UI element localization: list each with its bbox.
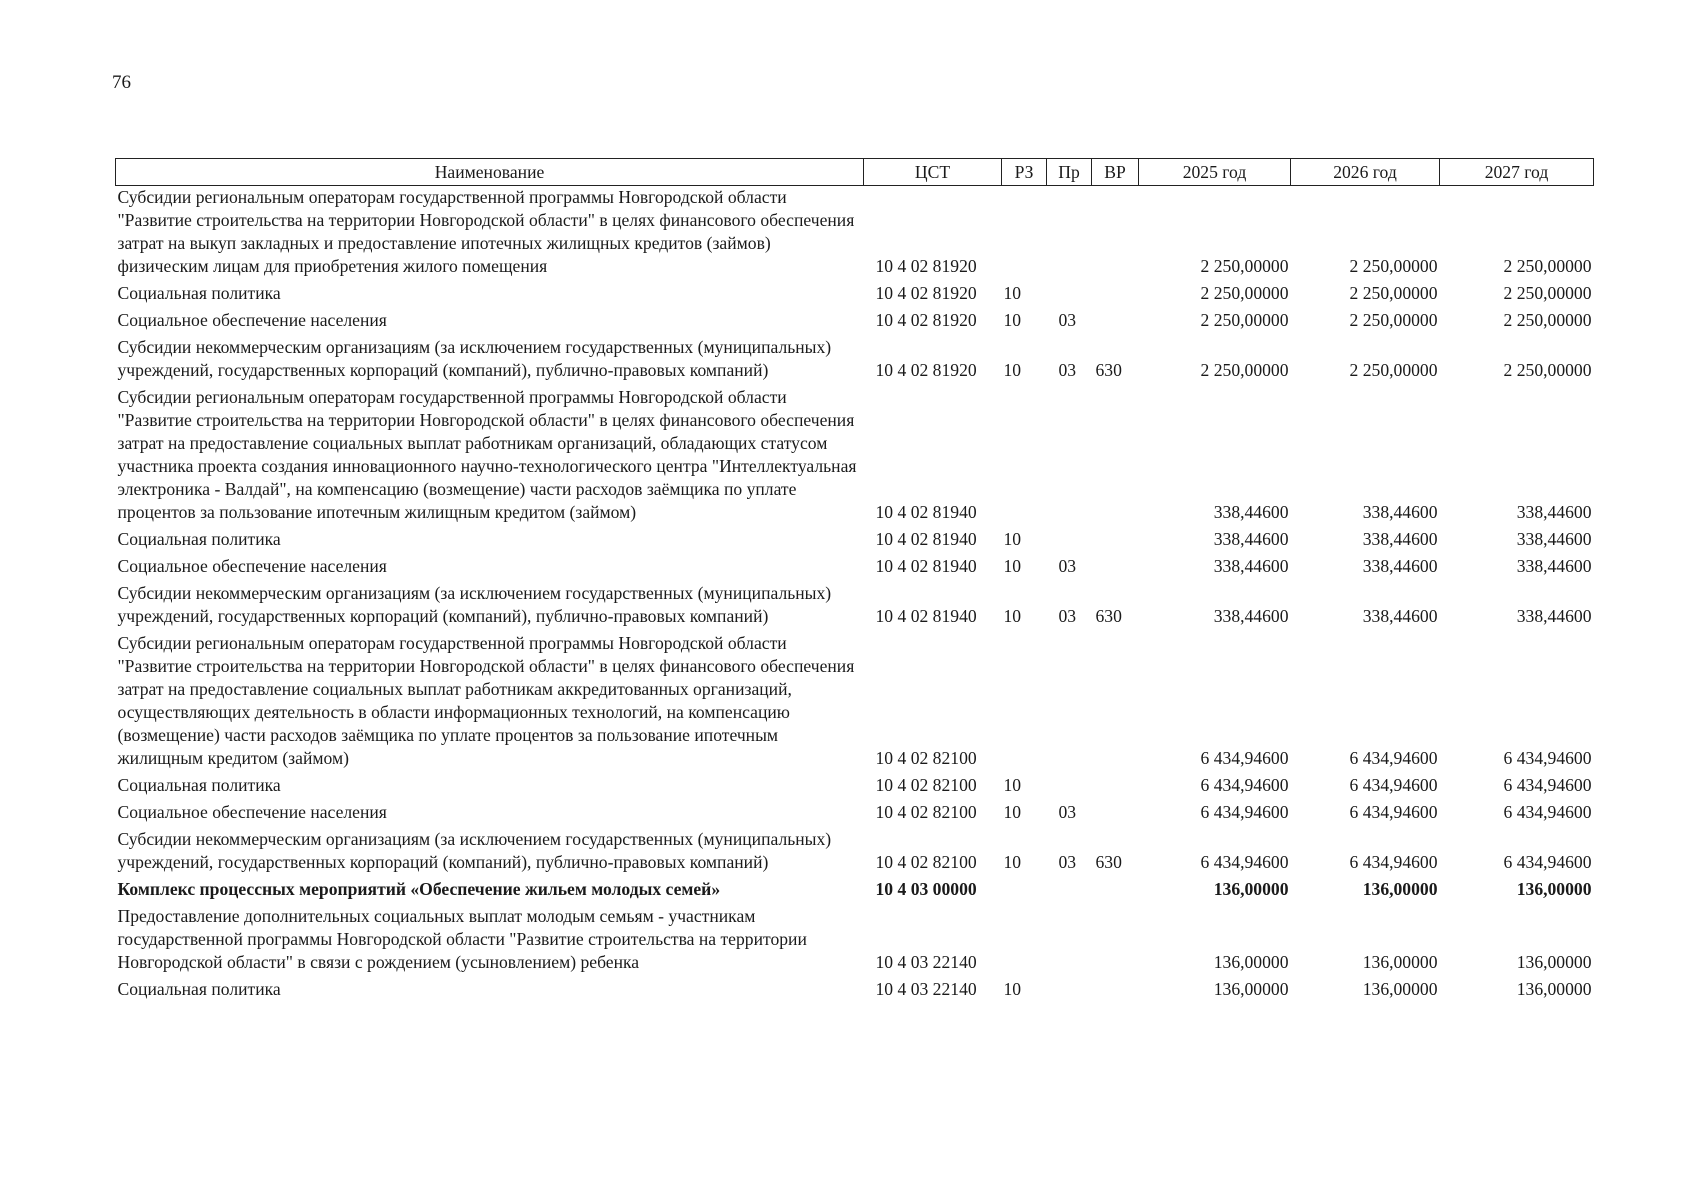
cell-vr [1092, 878, 1139, 905]
cell-cst: 10 4 02 82100 [875, 852, 977, 872]
table-row [116, 828, 1594, 878]
cell-2026: 6 434,94600 [1349, 748, 1438, 768]
cell-2027: 338,44600 [1516, 606, 1592, 626]
cell-cst: 10 4 02 81920 [875, 310, 977, 330]
cell-cst: 10 4 02 82100 [875, 748, 977, 768]
cell-cst: 10 4 02 81940 [875, 529, 977, 549]
table-row [116, 632, 1594, 774]
table-header [116, 159, 1594, 186]
cell-2026: 6 434,94600 [1349, 802, 1438, 822]
cell-rz: 10 [1003, 310, 1022, 330]
cell-cst: 10 4 02 81940 [875, 556, 977, 576]
cell-2027: 136,00000 [1516, 979, 1592, 999]
cell-name: Социальная политика [117, 775, 281, 795]
header-row [116, 159, 1594, 186]
cell-2026: 2 250,00000 [1349, 283, 1438, 303]
cell-name: Социальная политика [117, 529, 281, 549]
cell-name: Субсидии некоммерческим организациям (за исключением государственных (муниципальных) учреждений, государственных корпораций (компаний), публично-правовых компаний) [117, 583, 832, 626]
cell-2027: 6 434,94600 [1503, 852, 1592, 872]
cell-2027: 6 434,94600 [1503, 748, 1592, 768]
cell-cst: 10 4 02 81920 [875, 360, 977, 380]
table-row [116, 528, 1594, 555]
table-row [116, 186, 1594, 283]
cell-vr [1092, 632, 1139, 774]
cell-cst: 10 4 02 82100 [875, 775, 977, 795]
cell-cst: 10 4 02 81920 [875, 256, 977, 276]
cell-vr [1092, 186, 1139, 283]
cell-name: Предоставление дополнительных социальных выплат молодым семьям - участникам государственной программы Новгородской области "Развитие строительства на территории Новгородской области" в связи с рождением (усыновлением) ребенка [117, 906, 807, 972]
cell-vr [1092, 905, 1139, 978]
header-2025: 2025 год [1139, 159, 1291, 186]
header-cst: ЦСТ [864, 159, 1002, 186]
cell-name: Субсидии региональным операторам государственной программы Новгородской области "Развитие строительства на территории Новгородской области" в целях финансового обеспечения затрат на предоставление социальных выплат работникам аккредитованных организаций, осуществляющих деятельность в области информационных технологий, на компенсацию (возмещение) части расходов заёмщика по уплате процентов за пользование ипотечным жилищным кредитом (займом) [117, 633, 855, 768]
cell-rz: 10 [1003, 979, 1022, 999]
cell-2025: 338,44600 [1213, 606, 1289, 626]
cell-rz: 10 [1003, 360, 1022, 380]
cell-rz: 10 [1003, 529, 1022, 549]
table-row [116, 555, 1594, 582]
cell-vr [1092, 282, 1139, 309]
cell-pr: 03 [1058, 852, 1077, 872]
cell-2027: 136,00000 [1516, 879, 1592, 899]
cell-2027: 6 434,94600 [1503, 775, 1592, 795]
cell-vr [1092, 801, 1139, 828]
cell-2025: 136,00000 [1213, 979, 1289, 999]
cell-vr [1092, 386, 1139, 528]
table-row [116, 386, 1594, 528]
cell-pr: 03 [1058, 606, 1077, 626]
table-row [116, 774, 1594, 801]
cell-2025: 6 434,94600 [1200, 775, 1289, 795]
cell-rz: 10 [1003, 606, 1022, 626]
header-rz: РЗ [1002, 159, 1047, 186]
page-number: 76 [112, 72, 131, 93]
header-name: Наименование [116, 159, 864, 186]
cell-2027: 2 250,00000 [1503, 360, 1592, 380]
cell-rz: 10 [1003, 556, 1022, 576]
cell-2026: 136,00000 [1362, 952, 1438, 972]
cell-2025: 338,44600 [1213, 502, 1289, 522]
cell-pr: 03 [1058, 802, 1077, 822]
cell-2025: 136,00000 [1213, 952, 1289, 972]
cell-2026: 6 434,94600 [1349, 852, 1438, 872]
cell-2027: 338,44600 [1516, 556, 1592, 576]
cell-vr [1092, 774, 1139, 801]
cell-pr [1047, 774, 1092, 801]
cell-name: Субсидии некоммерческим организациям (за исключением государственных (муниципальных) учреждений, государственных корпораций (компаний), публично-правовых компаний) [117, 829, 832, 872]
cell-name: Комплекс процессных мероприятий «Обеспечение жильем молодых семей» [117, 879, 721, 899]
table-row [116, 336, 1594, 386]
cell-name: Субсидии некоммерческим организациям (за исключением государственных (муниципальных) учреждений, государственных корпораций (компаний), публично-правовых компаний) [117, 337, 832, 380]
cell-name: Социальная политика [117, 979, 281, 999]
cell-vr [1092, 528, 1139, 555]
cell-rz [1002, 632, 1047, 774]
cell-2026: 2 250,00000 [1349, 256, 1438, 276]
cell-pr [1047, 878, 1092, 905]
cell-vr: 630 [1095, 360, 1122, 380]
cell-cst: 10 4 03 00000 [875, 879, 977, 899]
cell-cst: 10 4 03 22140 [875, 952, 977, 972]
cell-vr [1092, 978, 1139, 1005]
header-pr: Пр [1047, 159, 1092, 186]
cell-name: Социальное обеспечение населения [117, 802, 387, 822]
cell-2026: 2 250,00000 [1349, 310, 1438, 330]
cell-pr [1047, 905, 1092, 978]
table-row [116, 801, 1594, 828]
cell-cst: 10 4 03 22140 [875, 979, 977, 999]
cell-2027: 2 250,00000 [1503, 283, 1592, 303]
cell-pr [1047, 386, 1092, 528]
cell-rz [1002, 386, 1047, 528]
table-row [116, 282, 1594, 309]
cell-2025: 2 250,00000 [1200, 310, 1289, 330]
cell-pr [1047, 186, 1092, 283]
cell-2025: 2 250,00000 [1200, 256, 1289, 276]
cell-vr [1092, 309, 1139, 336]
cell-pr [1047, 978, 1092, 1005]
cell-name: Социальное обеспечение населения [117, 310, 387, 330]
table-row [116, 309, 1594, 336]
cell-2027: 2 250,00000 [1503, 310, 1592, 330]
cell-2025: 6 434,94600 [1200, 748, 1289, 768]
cell-rz [1002, 878, 1047, 905]
cell-2027: 2 250,00000 [1503, 256, 1592, 276]
cell-rz [1002, 905, 1047, 978]
budget-table [115, 158, 1594, 1005]
cell-cst: 10 4 02 81940 [875, 502, 977, 522]
cell-2025: 338,44600 [1213, 529, 1289, 549]
table-body [116, 186, 1594, 1006]
cell-rz: 10 [1003, 802, 1022, 822]
cell-2026: 6 434,94600 [1349, 775, 1438, 795]
cell-rz: 10 [1003, 283, 1022, 303]
cell-pr [1047, 632, 1092, 774]
cell-2026: 338,44600 [1362, 529, 1438, 549]
table-row [116, 878, 1594, 905]
cell-2026: 136,00000 [1362, 879, 1438, 899]
cell-rz [1002, 186, 1047, 283]
cell-vr: 630 [1095, 606, 1122, 626]
cell-vr: 630 [1095, 852, 1122, 872]
header-vr: ВР [1092, 159, 1139, 186]
cell-pr: 03 [1058, 310, 1077, 330]
cell-cst: 10 4 02 82100 [875, 802, 977, 822]
cell-pr [1047, 528, 1092, 555]
cell-vr [1092, 555, 1139, 582]
header-2026: 2026 год [1291, 159, 1440, 186]
cell-pr: 03 [1058, 556, 1077, 576]
cell-2026: 2 250,00000 [1349, 360, 1438, 380]
cell-2025: 6 434,94600 [1200, 802, 1289, 822]
cell-2026: 136,00000 [1362, 979, 1438, 999]
cell-2025: 6 434,94600 [1200, 852, 1289, 872]
cell-2027: 6 434,94600 [1503, 802, 1592, 822]
cell-pr [1047, 282, 1092, 309]
cell-rz: 10 [1003, 775, 1022, 795]
cell-2025: 2 250,00000 [1200, 360, 1289, 380]
cell-cst: 10 4 02 81920 [875, 283, 977, 303]
cell-2027: 338,44600 [1516, 502, 1592, 522]
cell-name: Социальная политика [117, 283, 281, 303]
cell-2026: 338,44600 [1362, 606, 1438, 626]
cell-2025: 338,44600 [1213, 556, 1289, 576]
table-row [116, 582, 1594, 632]
cell-name: Социальное обеспечение населения [117, 556, 387, 576]
cell-rz: 10 [1003, 852, 1022, 872]
header-2027: 2027 год [1440, 159, 1594, 186]
cell-name: Субсидии региональным операторам государственной программы Новгородской области "Развитие строительства на территории Новгородской области" в целях финансового обеспечения затрат на выкуп закладных и предоставление ипотечных жилищных кредитов (займов) физическим лицам для приобретения жилого помещения [117, 187, 855, 276]
cell-2027: 338,44600 [1516, 529, 1592, 549]
cell-name: Субсидии региональным операторам государственной программы Новгородской области "Развитие строительства на территории Новгородской области" в целях финансового обеспечения затрат на предоставление социальных выплат работникам организаций, обладающих статусом участника проекта создания инновационного научно-технологического центра "Интеллектуальная электроника - Валдай", на компенсацию (возмещение) части расходов заёмщика по уплате процентов за пользование ипотечным жилищным кредитом (займом) [117, 387, 857, 522]
cell-cst: 10 4 02 81940 [875, 606, 977, 626]
cell-2026: 338,44600 [1362, 556, 1438, 576]
cell-2027: 136,00000 [1516, 952, 1592, 972]
cell-pr: 03 [1058, 360, 1077, 380]
table-row [116, 905, 1594, 978]
cell-2025: 2 250,00000 [1200, 283, 1289, 303]
cell-2026: 338,44600 [1362, 502, 1438, 522]
table-row [116, 978, 1594, 1005]
cell-2025: 136,00000 [1213, 879, 1289, 899]
